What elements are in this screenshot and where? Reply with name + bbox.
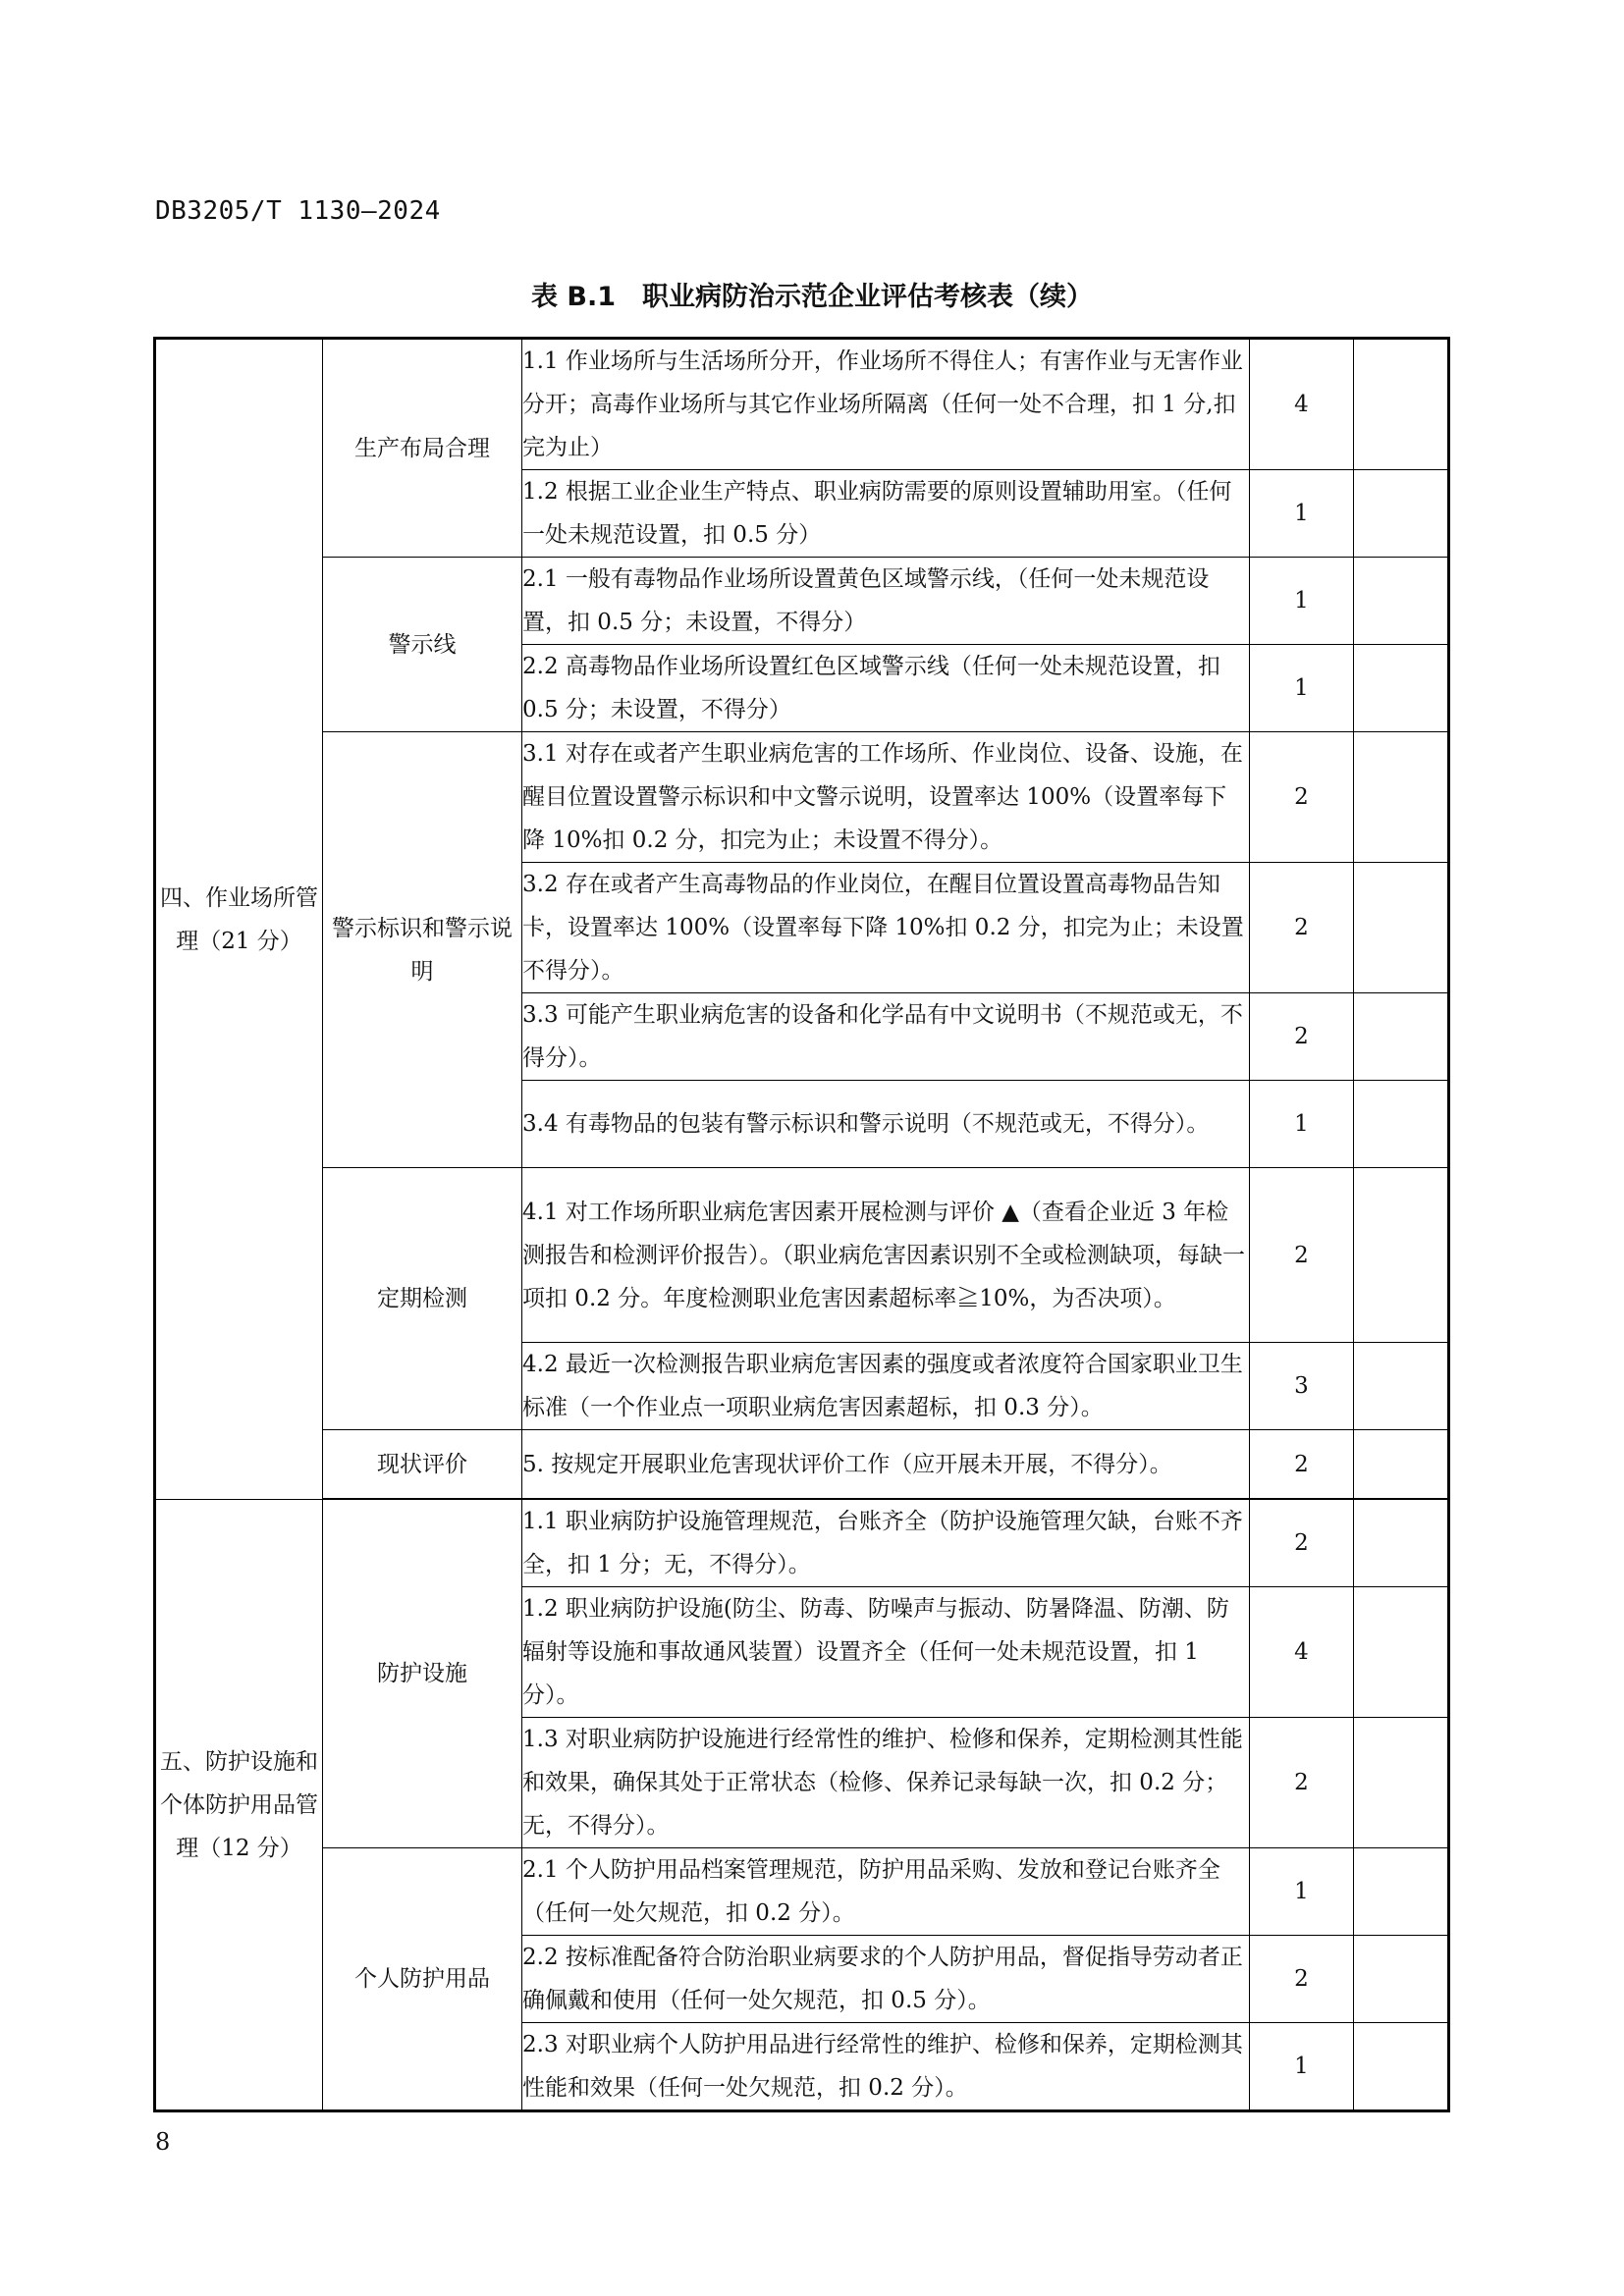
score-cell: 2 xyxy=(1250,1500,1354,1587)
result-cell xyxy=(1354,558,1449,645)
score-cell: 2 xyxy=(1250,1718,1354,1848)
requirement-cell: 1.2 职业病防护设施(防尘、防毒、防噪声与振动、防暑降温、防潮、防辐射等设施和事故通风装置）设置齐全（任何一处未规范设置，扣 1 分）。 xyxy=(522,1587,1250,1718)
result-cell xyxy=(1354,1343,1449,1430)
table-row xyxy=(155,1430,1449,1499)
score-cell: 2 xyxy=(1250,732,1354,863)
result-cell xyxy=(1354,1168,1449,1343)
result-cell xyxy=(1354,993,1449,1081)
result-cell xyxy=(1354,863,1449,993)
requirement-cell: 1.1 职业病防护设施管理规范，台账齐全（防护设施管理欠缺，台账不齐全，扣 1 分；无，不得分）。 xyxy=(522,1500,1250,1587)
table-row xyxy=(155,558,1449,645)
document-id: DB3205/T 1130—2024 xyxy=(155,196,441,226)
result-cell xyxy=(1354,1848,1449,1936)
result-cell xyxy=(1354,339,1449,470)
table-row xyxy=(155,1168,1449,1343)
requirement-cell: 4.1 对工作场所职业病危害因素开展检测与评价 ▲（查看企业近 3 年检测报告和检测评价报告）。（职业病危害因素识别不全或检测缺项，每缺一项扣 0.2 分。年度检测职业危害因素超标率≧10%，为否决项）。 xyxy=(522,1168,1250,1343)
result-cell xyxy=(1354,1430,1449,1499)
requirement-cell: 3.2 存在或者产生高毒物品的作业岗位，在醒目位置设置高毒物品告知卡，设置率达 100%（设置率每下降 10%扣 0.2 分，扣完为止；未设置不得分）。 xyxy=(522,863,1250,993)
score-cell: 2 xyxy=(1250,1430,1354,1499)
requirement-cell: 4.2 最近一次检测报告职业病危害因素的强度或者浓度符合国家职业卫生标准（一个作业点一项职业病危害因素超标，扣 0.3 分）。 xyxy=(522,1343,1250,1430)
score-cell: 4 xyxy=(1250,1587,1354,1718)
page-number: 8 xyxy=(155,2128,171,2156)
result-cell xyxy=(1354,1718,1449,1848)
score-cell: 2 xyxy=(1250,863,1354,993)
score-cell: 2 xyxy=(1250,1168,1354,1343)
result-cell xyxy=(1354,2023,1449,2111)
table-title: 表 B.1 职业病防治示范企业评估考核表（续） xyxy=(530,282,1094,312)
score-cell: 1 xyxy=(1250,1081,1354,1168)
score-cell: 3 xyxy=(1250,1343,1354,1430)
category-cell: 五、防护设施和个体防护用品管理（12 分） xyxy=(155,1500,323,2111)
table-row xyxy=(155,732,1449,863)
requirement-cell: 1.1 作业场所与生活场所分开，作业场所不得住人；有害作业与无害作业分开；高毒作业场所与其它作业场所隔离（任何一处不合理，扣 1 分,扣完为止） xyxy=(522,339,1250,470)
requirement-cell: 3.1 对存在或者产生职业病危害的工作场所、作业岗位、设备、设施，在醒目位置设置警示标识和中文警示说明，设置率达 100%（设置率每下降 10%扣 0.2 分，扣完为止；未设置不得分）。 xyxy=(522,732,1250,863)
result-cell xyxy=(1354,645,1449,732)
table-row xyxy=(155,339,1449,470)
table-row xyxy=(155,1848,1449,1936)
subcategory-cell: 生产布局合理 xyxy=(323,339,522,558)
subcategory-cell: 警示标识和警示说明 xyxy=(323,732,522,1168)
requirement-cell: 3.4 有毒物品的包装有警示标识和警示说明（不规范或无，不得分）。 xyxy=(522,1081,1250,1168)
requirement-cell: 2.3 对职业病个人防护用品进行经常性的维护、检修和保养，定期检测其性能和效果（任何一处欠规范，扣 0.2 分）。 xyxy=(522,2023,1250,2111)
score-cell: 1 xyxy=(1250,2023,1354,2111)
score-cell: 2 xyxy=(1250,1936,1354,2023)
requirement-cell: 3.3 可能产生职业病危害的设备和化学品有中文说明书（不规范或无，不得分）。 xyxy=(522,993,1250,1081)
requirement-cell: 2.1 个人防护用品档案管理规范，防护用品采购、发放和登记台账齐全（任何一处欠规范，扣 0.2 分）。 xyxy=(522,1848,1250,1936)
subcategory-cell: 现状评价 xyxy=(323,1430,522,1499)
requirement-cell: 5. 按规定开展职业危害现状评价工作（应开展未开展，不得分）。 xyxy=(522,1430,1250,1499)
result-cell xyxy=(1354,1081,1449,1168)
score-cell: 1 xyxy=(1250,1848,1354,1936)
result-cell xyxy=(1354,1936,1449,2023)
score-cell: 1 xyxy=(1250,470,1354,558)
score-cell: 1 xyxy=(1250,558,1354,645)
result-cell xyxy=(1354,732,1449,863)
evaluation-table xyxy=(153,337,1450,2112)
subcategory-cell: 防护设施 xyxy=(323,1500,522,1848)
requirement-cell: 2.2 按标准配备符合防治职业病要求的个人防护用品，督促指导劳动者正确佩戴和使用（任何一处欠规范，扣 0.5 分）。 xyxy=(522,1936,1250,2023)
subcategory-cell: 个人防护用品 xyxy=(323,1848,522,2111)
score-cell: 2 xyxy=(1250,993,1354,1081)
category-cell: 四、作业场所管理（21 分） xyxy=(155,339,323,1500)
requirement-cell: 1.2 根据工业企业生产特点、职业病防需要的原则设置辅助用室。（任何一处未规范设置，扣 0.5 分） xyxy=(522,470,1250,558)
requirement-cell: 2.2 高毒物品作业场所设置红色区域警示线（任何一处未规范设置，扣 0.5 分；未设置，不得分） xyxy=(522,645,1250,732)
score-cell: 1 xyxy=(1250,645,1354,732)
subcategory-cell: 定期检测 xyxy=(323,1168,522,1430)
result-cell xyxy=(1354,1587,1449,1718)
result-cell xyxy=(1354,1500,1449,1587)
table-row xyxy=(155,1500,1449,1587)
requirement-cell: 1.3 对职业病防护设施进行经常性的维护、检修和保养，定期检测其性能和效果，确保其处于正常状态（检修、保养记录每缺一次，扣 0.2 分；无，不得分）。 xyxy=(522,1718,1250,1848)
subcategory-cell: 警示线 xyxy=(323,558,522,732)
result-cell xyxy=(1354,470,1449,558)
requirement-cell: 2.1 一般有毒物品作业场所设置黄色区域警示线，（任何一处未规范设置，扣 0.5 分；未设置，不得分） xyxy=(522,558,1250,645)
score-cell: 4 xyxy=(1250,339,1354,470)
